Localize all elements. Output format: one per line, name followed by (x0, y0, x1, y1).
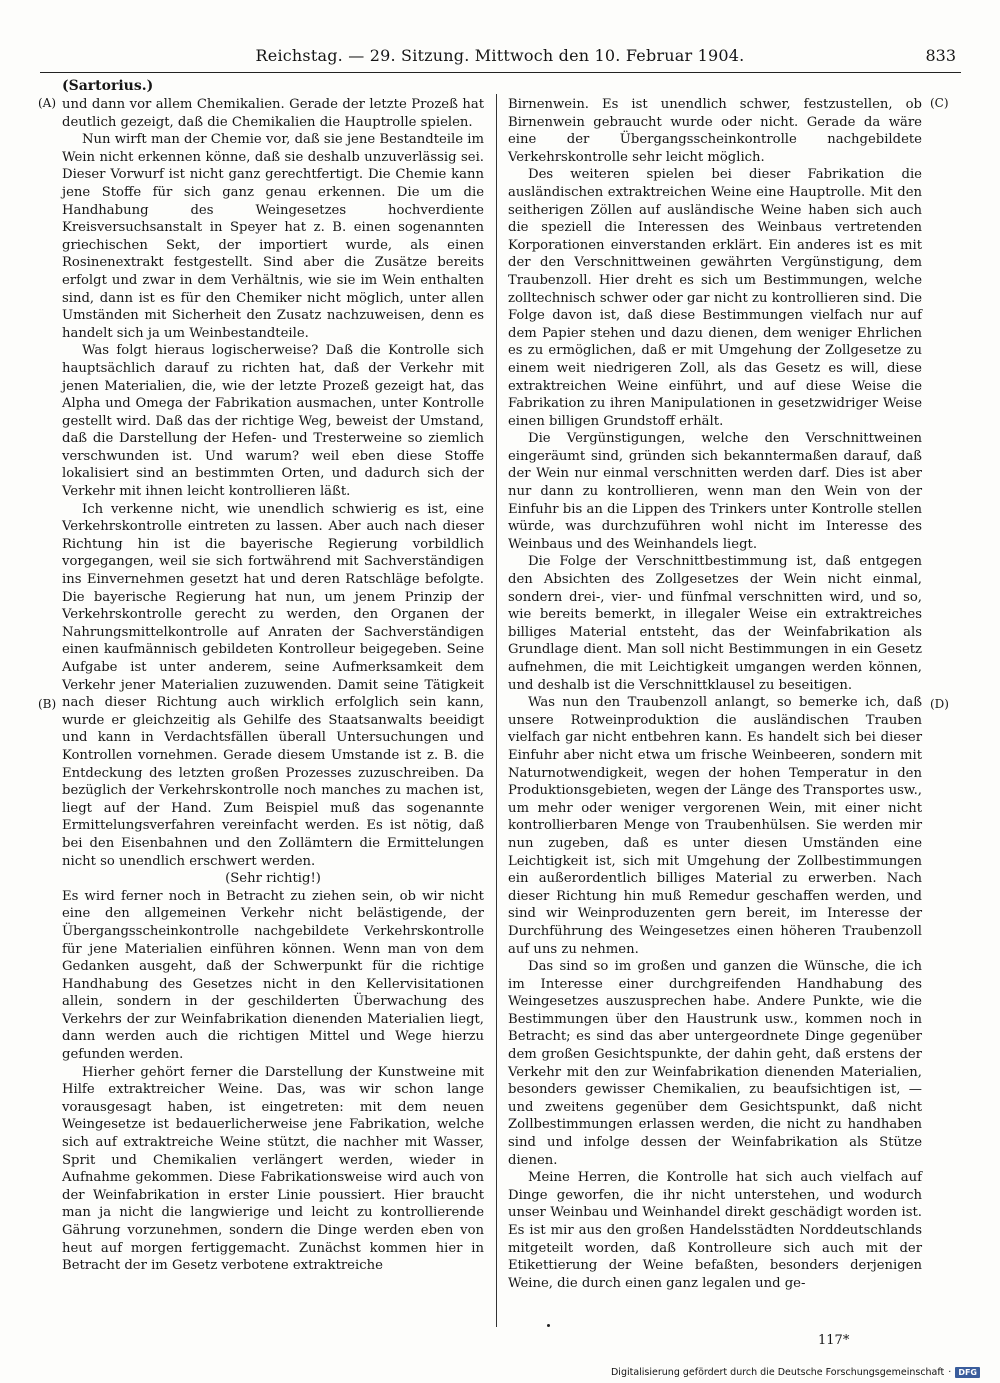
margin-marker-b: (B) (38, 697, 57, 711)
margin-marker-a: (A) (38, 96, 57, 110)
paragraph: und dann vor allem Chemikalien. Gerade der letzte Prozeß hat deutlich gezeigt, daß die Chemikalien die Hauptrolle spielen. (62, 97, 484, 130)
paragraph: Hierher gehört ferner die Darstellung der Kunstweine mit Hilfe extraktreicher Weine. Das, was wir schon lange vorausgesagt haben, ist eingetreten: mit dem neuen Weingesetze ist bedauerlicherweise jene Fabrikation, welche sich auf extraktreiche Weine stützt, die nachher mit Wasser, Sprit und Chemikalien verlängert werden, wieder in Aufnahme gekommen. Diese Fabrikationsweise wird auch von der Weinfabrikation in erster Linie poussiert. Hier braucht man ja nicht die langwierige und leicht zu kontrollierende Gährung vorzunehmen, sondern die Dinge werden eben von heut auf morgen fertiggemacht. Zunächst kommen hier in Betracht der im Gesetz verbotene extraktreiche (62, 1064, 484, 1274)
paragraph: Was folgt hieraus logischerweise? Daß die Kontrolle sich hauptsächlich darauf zu richten hat, daß der Verkehr mit jenen Materialien, die, wie der letzte Prozeß gezeigt hat, das Alpha und Omega der Fabrikation ausmachen, unter Kontrolle gestellt wird. Daß das der richtige Weg, beweist der Umstand, daß die Darstellung der Hefen- und Tresterweine so ziemlich verschwunden ist. Und warum? weil eben diese Stoffe lokalisiert sind an bestimmten Orten, und dadurch sich der Verkehr mit ihnen leicht kontrollieren läßt. (62, 343, 484, 500)
paragraph: Das sind so im großen und ganzen die Wünsche, die ich im Interesse einer durchgreifenden Handhabung des Weingesetzes auszusprechen habe. Andere Punkte, wie die Bestimmungen über den Haustrunk usw., kommen noch in Betracht; es sind das aber untergeordnete Dinge gegenüber dem großen Gesichtspunkte, der dahin geht, daß erstens der Verkehr mit den zur Weinfabrikation dienenden Materialien, besonders gewisser Chemikalien, zu beaufsichtigen ist, — und zweitens gegenüber dem Gesichtspunkt, daß nicht Zollbestimmungen erlassen werden, die nicht zu handhaben sind und infolge dessen der Weinfabrikation als Stütze dienen. (508, 959, 922, 1168)
paragraph: Die Folge der Verschnittbestimmung ist, daß entgegen den Absichten des Zollgesetzes der Wein nicht einmal, sondern drei-, vier- und fünfmal verschnitten wird, und so, wie bereits bemerkt, in illegaler Weise ein extraktreiches billiges Material entsteht, das der Weinfabrikation als Grundlage dient. Man soll nicht Bestimmungen in ein Gesetz aufnehmen, die mit Leichtigkeit umgangen werden können, und deshalb ist die Verschnittklausel zu beseitigen. (508, 554, 922, 693)
running-head: Reichstag. — 29. Sitzung. Mittwoch den 10. Februar 1904. (255, 46, 745, 65)
margin-marker-c: (C) (930, 96, 949, 110)
paragraph: Des weiteren spielen bei dieser Fabrikation die ausländischen extraktreichen Weine eine Hauptrolle. Mit den seitherigen Zöllen auf ausländische Weine haben sich auch die speziell die Interessen des Weinbaus vertretenden Korporationen einverstanden erklärt. Ein anderes ist es mit der den Verschnittweinen gewährten Vergünstigung, dem Traubenzoll. Hier dreht es sich um Bestimmungen, welche zolltechnisch schwer oder gar nicht zu kontrollieren sind. Die Folge davon ist, daß diese Bestimmungen vielfach nur auf dem Papier stehen und dazu dienen, dem weniger Ehrlichen es zu ermöglichen, daß er mit Umgehung der Zollgesetze zu einem weit niedrigeren Zoll, als das Gesetz es will, diese extraktreichen Weine einführt, und auf diese Weise die Fabrikation zu ihren Manipulationen in gesetzwidriger Weise einen billigen Grundstoff erhält. (508, 167, 922, 429)
credit-text: Digitalisierung gefördert durch die Deutsche Forschungsgemeinschaft (610, 1367, 945, 1378)
header-rule (40, 72, 961, 73)
paragraph: Es wird ferner noch in Betracht zu ziehen sein, ob wir nicht eine den allgemeinen Verkehr nicht belästigende, der Übergangsscheinkontrolle nachgebildete Verkehrskontrolle für jene Materialien einführen können. Wenn man von dem Gedanken ausgeht, daß der Schwerpunkt für die richtige Handhabung des Gesetzes nicht in den Kellervisitationen allein, sondern in der geschilderten Überwachung des Verkehrs der zur Weinfabrikation dienenden Materialien liegt, dann werden auch die richtigen Mittel und Wege hierzu gefunden werden. (62, 888, 484, 1063)
page-dot (547, 1324, 550, 1327)
paragraph: Ich verkenne nicht, wie unendlich schwierig es ist, eine Verkehrskontrolle eintreten zu lassen. Aber auch nach dieser Richtung hin ist die bayerische Regierung vorbildlich vorgegangen, weil sie sich fortwährend mit Sachverständigen ins Einvernehmen gesetzt hat und deren Ratschläge befolgte. Die bayerische Regierung hat nun, um jenem Prinzip der Verkehrskontrolle gerecht zu werden, den Organen der Nahrungsmittelkontrolle auf Anraten der Sachverständigen einen kaufmännisch gebildeten Kontrolleur beigegeben. Seine Aufgabe ist unter anderem, seine Aufmerksamkeit dem Verkehr jener Materialien zuzuwenden. Damit seine Tätigkeit nach dieser Richtung auch wirklich erfolglich sein kann, wurde er gleichzeitig als Gehilfe des Staatsanwalts beeidigt und kann in Verdachtsfällen überall Untersuchungen und Kontrollen vornehmen. Gerade diesem Umstande ist z. B. die Entdeckung des letzten großen Prozesses zuzuschreiben. Da bezüglich der Verkehrskontrolle noch manches zu machen ist, liegt auf der Hand. Zum Beispiel muß das sogenannte Ermittelungsverfahren vereinfacht werden. Es ist nötig, daß bei den Eisenbahnen und den Zollämtern die Ermittelungen nicht so unendlich erschwert werden. (62, 501, 484, 869)
margin-marker-d: (D) (930, 697, 949, 711)
page-header (40, 46, 960, 72)
paragraph: Die Vergünstigungen, welche den Verschnittweinen eingeräumt sind, gründen sich bekanntermaßen darauf, daß der Wein nur einmal verschnitten werden darf. Dies ist aber nur dann zu kontrollieren, wenn man den Wein von der Einfuhr bis an die Lippen des Trinkers unter Kontrolle stellen würde, was durchzuführen wohl nicht im Interesse des Weinbaus und des Weinhandels liegt. (508, 431, 922, 552)
dfg-logo-icon: DFG (955, 1367, 980, 1378)
digitization-credit: Digitalisierung gefördert durch die Deutsche Forschungsgemeinschaft · DFG (611, 1367, 980, 1378)
interjection: (Sehr richtig!) (225, 871, 321, 887)
speaker-name: (Sartorius.) (62, 78, 154, 94)
page-number: 833 (925, 46, 956, 65)
signature-mark: 117* (818, 1333, 850, 1348)
paragraph: Birnenwein. Es ist unendlich schwer, festzustellen, ob Birnenwein gebraucht wurde oder nicht. Gerade da wäre eine der Übergangsscheinkontrolle nachgebildete Verkehrskontrolle sehr leicht möglich. (508, 97, 922, 165)
left-column (62, 96, 484, 1275)
right-column (508, 96, 922, 1292)
paragraph: Meine Herren, die Kontrolle hat sich auch vielfach auf Dinge geworfen, die ihr nicht unterstehen, und wodurch unser Weinbau und Weinhandel direkt geschädigt worden ist. Es ist mir aus den großen Handelsstädten Norddeutschlands mitgeteilt worden, daß Kontrolleure sich auch mit der Etikettierung der Weine befaßten, besonders derjenigen Weine, die durch einen ganz legalen und ge- (508, 1170, 922, 1291)
paragraph: Nun wirft man der Chemie vor, daß sie jene Bestandteile im Wein nicht erkennen könne, daß sie deshalb unzuverlässig sei. Dieser Vorwurf ist nicht ganz gerechtfertigt. Die Chemie kann jene Stoffe für sich ganz genau erkennen. Die um die Handhabung des Weingesetzes hochverdiente Kreisversuchsanstalt in Speyer hat z. B. einen sogenannten griechischen Sekt, der importiert wurde, als einen Rosinenextrakt festgestellt. Sind aber die Zusätze bereits erfolgt und zwar in dem Verhältnis, wie sie im Wein enthalten sind, dann ist es für den Chemiker nicht möglich, unter allen Umständen mit Sicherheit den Zusatz nachzuweisen, denn es handelt sich ja um Weinbestandteile. (62, 132, 484, 341)
paragraph: Was nun den Traubenzoll anlangt, so bemerke ich, daß unsere Rotweinproduktion die ausländischen Trauben vielfach gar nicht entbehren kann. Es handelt sich bei dieser Einfuhr aber nicht etwa um frische Weinbeeren, sondern mit Naturnotwendigkeit, wegen der hohen Temperatur in den Produktionsgebieten, wegen der Länge des Transportes usw., um mehr oder weniger vergorenen Wein, mit einer nicht kontrollierbaren Menge von Traubenhülsen. Sie werden mir nun zugeben, daß es unter diesen Umständen eine Leichtigkeit ist, sich mit Umgehung der Zollbestimmungen ein außerordentlich billiges Material zu erwerben. Nach dieser Richtung hin muß Remedur geschaffen werden, und sind wir Weinproduzenten gern bereit, im Interesse der Durchführung des Weingesetzes einen höheren Traubenzoll auf uns zu nehmen. (508, 695, 922, 957)
column-divider (496, 94, 497, 1327)
